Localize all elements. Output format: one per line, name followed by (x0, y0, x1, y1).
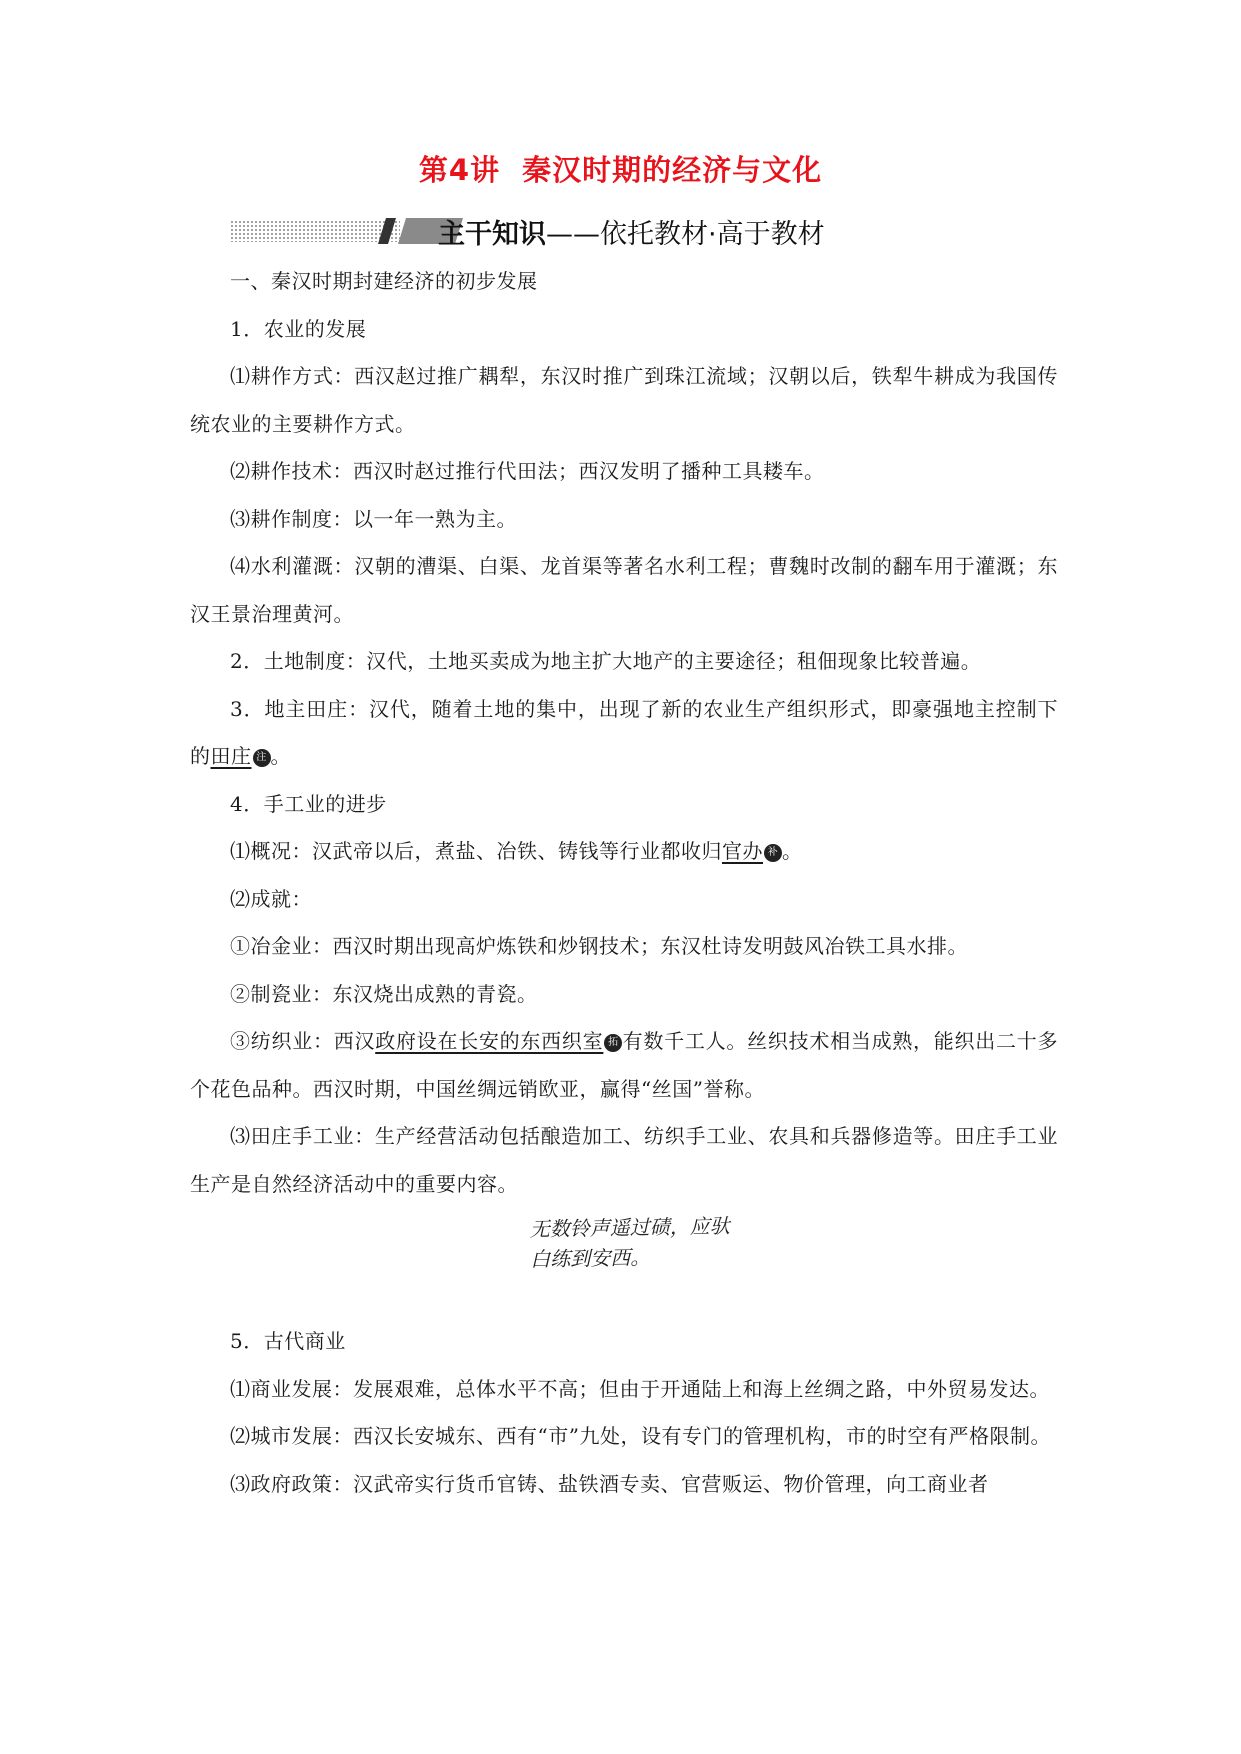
underlined-term: 田庄 (210, 744, 252, 768)
extension-badge-icon: 拓 (604, 1034, 622, 1052)
underlined-term: 官办 (722, 839, 763, 863)
main-content-continued (190, 1318, 1058, 1508)
poem-line: 无数铃声遥过碛，应驮 (529, 1213, 730, 1242)
list-item: ①冶金业：西汉时期出现高炉炼铁和炒钢技术；东汉杜诗发明鼓风冶铁工具水排。 (230, 934, 968, 958)
banner-rest-text: ——依托教材·高于教材 (546, 219, 825, 250)
section-banner (230, 210, 950, 254)
paragraph: ⑴概况：汉武帝以后，煮盐、冶铁、铸钱等行业都收归官办 补 。 (230, 839, 803, 863)
paragraph: ⑴商业发展：发展艰难，总体水平不高；但由于开通陆上和海上丝绸之路，中外贸易发达。 (230, 1376, 1050, 1401)
paragraph: ⑵城市发展：西汉长安城东、西有“市”九处，设有专门的管理机构，市的时空有严格限制。 (230, 1424, 1051, 1448)
paragraph: 3．地主田庄：汉代，随着土地的集中，出现了新的农业生产组织形式，即豪强地主控制下的田庄 注 。 (190, 696, 1058, 768)
banner-text (438, 212, 825, 251)
handwritten-poem (529, 1210, 790, 1275)
section-heading: 一、秦汉时期封建经济的初步发展 (230, 269, 538, 293)
banner-strong-text: 主干知识 (438, 219, 546, 250)
item-heading: 4．手工业的进步 (230, 791, 387, 816)
paragraph: ⑵耕作技术：西汉时赵过推行代田法；西汉发明了播种工具耧车。 (230, 459, 825, 483)
page-title (0, 148, 1241, 189)
underlined-term: 政府设在长安的东西织室 (375, 1029, 604, 1053)
paragraph: 2．土地制度：汉代，土地买卖成为地主扩大地产的主要途径；租佃现象比较普遍。 (230, 649, 982, 673)
paragraph: ⑶耕作制度：以一年一熟为主。 (230, 506, 517, 531)
supplement-badge-icon: 补 (764, 844, 782, 862)
list-item: ③纺织业：西汉政府设在长安的东西织室 拓 有数千工人。丝织技术相当成熟，能织出二十多个花色品种。西汉时期，中国丝绸远销欧亚，赢得“丝国”誉称。 (190, 1029, 1059, 1101)
paragraph: ⑶政府政策：汉武帝实行货币官铸、盐铁酒专卖、官营贩运、物价管理，向工商业者 (230, 1471, 989, 1496)
poem-line: 白练到安西。 (530, 1245, 651, 1272)
item-heading: 1．农业的发展 (230, 316, 367, 341)
lecture-number: 第4讲 (418, 153, 501, 187)
paragraph: ⑶田庄手工业：生产经营活动包括酿造加工、纺织手工业、农具和兵器修造等。田庄手工业生产是自然经济活动中的重要内容。 (190, 1124, 1058, 1196)
paragraph: ⑵成就： (230, 886, 312, 911)
item-heading: 5．古代商业 (230, 1329, 346, 1353)
list-item: ②制瓷业：东汉烧出成熟的青瓷。 (230, 981, 538, 1006)
paragraph: ⑷水利灌溉：汉朝的漕渠、白渠、龙首渠等著名水利工程；曹魏时改制的翻车用于灌溉；东汉王景治理黄河。 (190, 554, 1058, 626)
lecture-topic: 秦汉时期的经济与文化 (522, 153, 823, 187)
paragraph: ⑴耕作方式：西汉赵过推广耦犁，东汉时推广到珠江流域；汉朝以后，铁犁牛耕成为我国传统农业的主要耕作方式。 (190, 364, 1058, 436)
note-badge-icon: 注 (253, 749, 271, 767)
main-content (190, 258, 1058, 1208)
